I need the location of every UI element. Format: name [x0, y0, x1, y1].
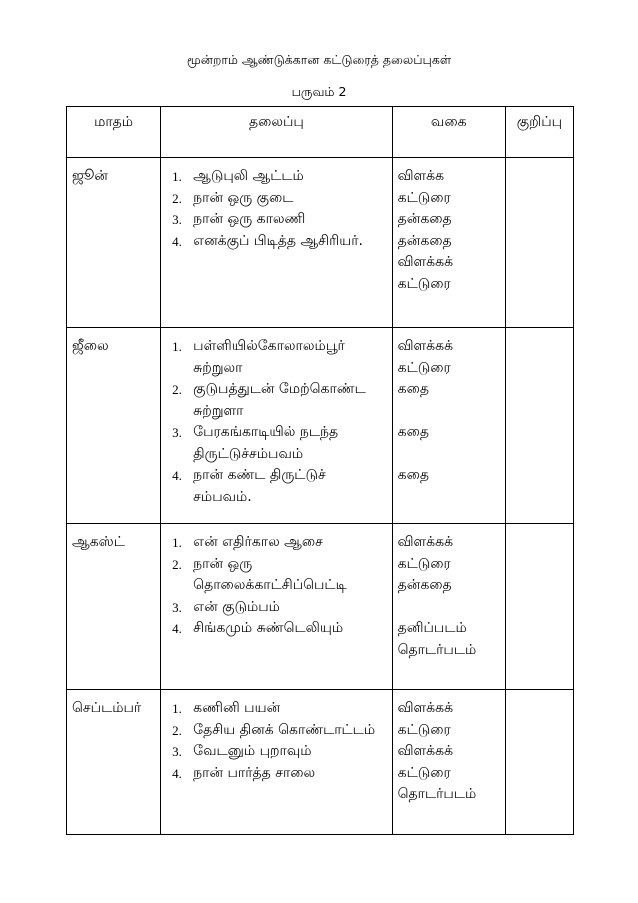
list-number: 2. [172, 382, 182, 397]
topic-text: நான் ஒரு தொலைக்காட்சிப்பெட்டி [193, 555, 347, 593]
topic-text: நான் கண்ட திருட்டுச் சம்பவம். [193, 467, 326, 505]
list-item [166, 698, 385, 720]
note-cell [505, 328, 573, 524]
topic-text: குடுபத்துடன் மேற்கொண்ட சுற்றுளா [193, 381, 366, 419]
list-item [166, 336, 385, 379]
table-row [67, 328, 574, 524]
type-cell [392, 690, 505, 835]
topic-list [166, 698, 385, 784]
type-label: தன்கதை [397, 577, 452, 593]
topic-text: தேசிய தினக் கொண்டாட்டம் [193, 721, 376, 738]
month-cell [67, 524, 161, 690]
page-title: மூன்றாம் ஆண்டுக்கான கட்டுரைத் தலைப்புகள் [186, 52, 452, 67]
topic-text: வேடனும் புறாவும் [193, 743, 312, 759]
list-number: 4. [172, 233, 182, 249]
type-label: விளக்கக் [397, 700, 454, 716]
type-label: தன்கதை [397, 232, 452, 249]
list-item [166, 166, 385, 188]
list-number: 3. [172, 212, 182, 227]
topic-text: நான் ஒரு காலணி [193, 211, 306, 227]
list-number: 4. [172, 621, 182, 636]
topic-cell [161, 524, 392, 690]
type-spacer [398, 401, 499, 423]
list-item [166, 422, 385, 465]
list-number: 1. [172, 535, 182, 550]
topics-table [66, 106, 574, 835]
topic-list [166, 532, 385, 640]
list-item [166, 741, 385, 763]
header-type: வகை [392, 107, 505, 158]
list-number: 1. [172, 701, 182, 716]
table-row [67, 524, 574, 690]
type-label: விளக்கக் [397, 338, 454, 354]
month-label: செப்டம்பர் [72, 700, 142, 716]
note-cell [505, 158, 573, 328]
list-number: 4. [172, 765, 182, 781]
table-header-row [67, 107, 574, 158]
type-label: விளக்கக் [397, 254, 454, 270]
list-item [166, 763, 385, 785]
topic-text: எனக்குப் பிடித்த ஆசிரியர். [193, 232, 363, 249]
topic-cell [161, 690, 392, 835]
list-number: 3. [172, 425, 182, 440]
type-label: கதை [397, 381, 429, 397]
type-label: கட்டுரை [397, 275, 451, 292]
list-item [166, 597, 385, 619]
list-item [166, 618, 385, 640]
note-cell [505, 524, 573, 690]
type-label: கட்டுரை [397, 555, 451, 572]
list-number: 2. [172, 722, 182, 738]
topic-text: கணினி பயன் [193, 700, 281, 716]
type-label: தனிப்படம் [397, 620, 467, 636]
type-cell [392, 158, 505, 328]
table-row [67, 158, 574, 328]
note-cell [505, 690, 573, 835]
topic-text: ஆடுபுலி ஆட்டம் [193, 168, 304, 184]
month-label: ஜீலை [72, 338, 109, 354]
type-label: கட்டுரை [397, 721, 451, 738]
page-subtitle: பருவம் 2 [291, 84, 347, 99]
topic-text: சிங்கமும் சுண்டெலியும் [193, 620, 344, 636]
list-item [166, 231, 385, 253]
type-label: தன்கதை [397, 211, 452, 227]
header-topic: தலைப்பு [161, 107, 392, 158]
topic-cell [161, 328, 392, 524]
list-item [166, 532, 385, 554]
header-note: குறிப்பு [505, 107, 573, 158]
topic-cell [161, 158, 392, 328]
list-number: 3. [172, 744, 182, 759]
type-label: கட்டுரை [397, 189, 451, 206]
list-number: 2. [172, 556, 182, 572]
type-spacer [398, 597, 499, 619]
list-item [166, 465, 385, 508]
list-item [166, 188, 385, 210]
list-item [166, 209, 385, 231]
topic-text: என் குடும்பம் [193, 598, 280, 615]
type-cell [392, 524, 505, 690]
type-label: விளக்கக் [397, 534, 454, 550]
list-number: 2. [172, 190, 182, 206]
month-cell [67, 690, 161, 835]
topic-list [166, 166, 385, 252]
type-spacer [398, 444, 499, 466]
topic-text: நான் ஒரு குடை [193, 189, 294, 206]
type-label: தொடர்படம் [397, 641, 477, 658]
month-label: ஜூன் [72, 168, 108, 184]
type-label: கட்டுரை [397, 359, 451, 376]
list-item [166, 554, 385, 597]
topic-text: என் எதிர்கால ஆசை [193, 534, 323, 550]
header-month: மாதம் [67, 107, 161, 158]
list-number: 1. [172, 169, 182, 184]
type-label: கதை [397, 424, 429, 440]
type-label: தொடர்படம் [397, 786, 477, 802]
month-cell [67, 328, 161, 524]
topic-text: நான் பார்த்த சாலை [193, 764, 316, 781]
type-label: விளக்க [397, 168, 445, 184]
type-label: விளக்கக் [397, 743, 454, 759]
table-row [67, 690, 574, 835]
list-item [166, 720, 385, 742]
month-label: ஆகஸ்ட் [72, 534, 125, 550]
list-number: 3. [172, 599, 182, 615]
topic-text: பேரகங்காடியில் நடந்த திருட்டுச்சம்பவம் [193, 424, 339, 462]
type-cell [392, 328, 505, 524]
list-number: 4. [172, 468, 182, 483]
list-number: 1. [172, 339, 182, 354]
month-cell [67, 158, 161, 328]
list-item [166, 379, 385, 422]
type-label: கட்டுரை [397, 764, 451, 781]
topic-text: பள்ளியில்கோலாலம்பூர் சுற்றுலா [193, 338, 345, 376]
type-label: கதை [397, 467, 429, 483]
topic-list [166, 336, 385, 508]
